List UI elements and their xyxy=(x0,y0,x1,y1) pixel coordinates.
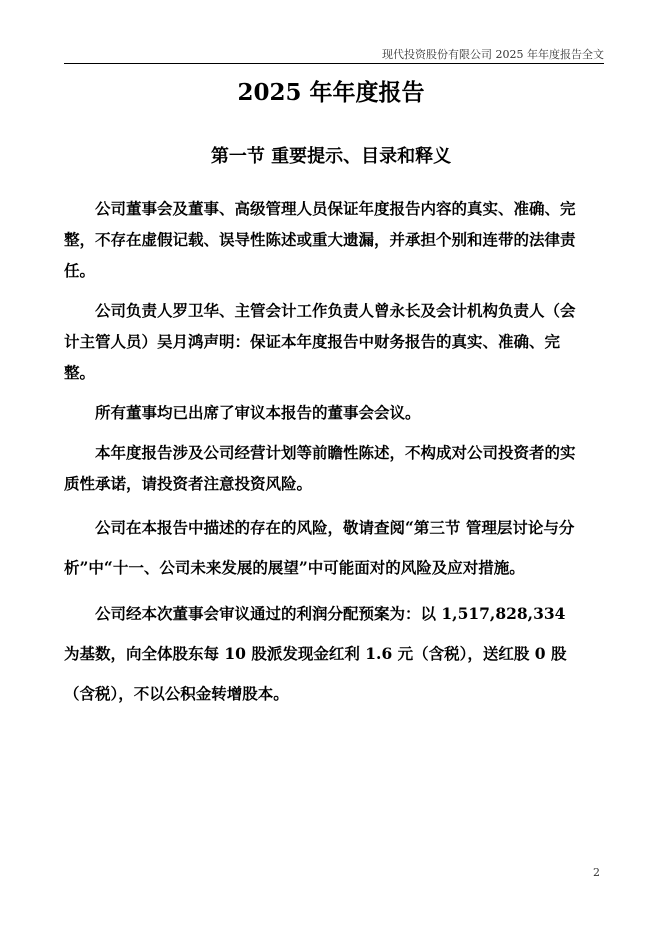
document-title: 2025 年年度报告 xyxy=(237,79,425,106)
header-divider xyxy=(64,63,604,64)
paragraph-profit-distribution: 公司经本次董事会审议通过的利润分配预案为：以 1,517,828,334 为基数，向全体股东每 10 股派发现金红利 1.6 元（含税），送红股 0 股（含税），不以公积金转增股本。 xyxy=(64,604,567,703)
paragraph-forward-looking: 本年度报告涉及公司经营计划等前瞻性陈述，不构成对公司投资者的实质性承诺，请投资者注意投资风险。 xyxy=(64,443,576,493)
paragraph-responsible-persons: 公司负责人罗卫华、主管会计工作负责人曾永长及会计机构负责人（会计主管人员）吴月鸿声明：保证本年度报告中财务报告的真实、准确、完整。 xyxy=(64,301,576,382)
running-header: 现代投资股份有限公司 2025 年年度报告全文 xyxy=(382,48,604,61)
paragraph-board-guarantee: 公司董事会及董事、高级管理人员保证年度报告内容的真实、准确、完整，不存在虚假记载、误导性陈述或重大遗漏，并承担个别和连带的法律责任。 xyxy=(64,199,576,280)
paragraph-board-attendance: 所有董事均已出席了审议本报告的董事会会议。 xyxy=(95,403,421,422)
paragraph-risk-notice: 公司在本报告中描述的存在的风险，敬请查阅“第三节 管理层讨论与分析”中“十一、公司未来发展的展望”中可能面对的风险及应对措施。 xyxy=(64,518,575,577)
section-title: 第一节 重要提示、目录和释义 xyxy=(210,146,452,167)
document-body xyxy=(64,193,586,720)
page-number: 2 xyxy=(593,866,600,879)
